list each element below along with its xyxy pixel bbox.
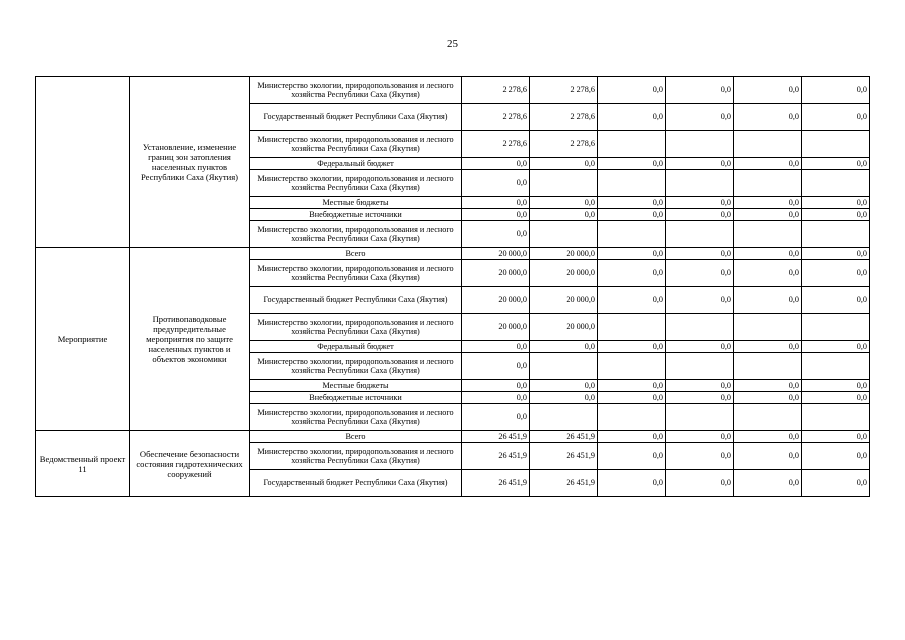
amount-cell xyxy=(598,314,666,341)
funding-source-cell: Министерство экологии, природопользования и лесного хозяйства Республики Саха (Якутия) xyxy=(250,260,462,287)
amount-cell: 20 000,0 xyxy=(462,248,530,260)
budget-table-body xyxy=(36,77,870,497)
amount-cell: 0,0 xyxy=(666,158,734,170)
funding-source-cell: Внебюджетные источники xyxy=(250,209,462,221)
amount-cell: 0,0 xyxy=(462,158,530,170)
amount-cell: 26 451,9 xyxy=(530,443,598,470)
amount-cell xyxy=(598,353,666,380)
amount-cell xyxy=(666,221,734,248)
amount-cell: 0,0 xyxy=(598,392,666,404)
amount-cell: 0,0 xyxy=(666,470,734,497)
amount-cell: 0,0 xyxy=(802,197,870,209)
amount-cell xyxy=(666,170,734,197)
amount-cell: 0,0 xyxy=(734,209,802,221)
amount-cell xyxy=(734,170,802,197)
amount-cell: 0,0 xyxy=(802,443,870,470)
amount-cell: 26 451,9 xyxy=(462,431,530,443)
funding-source-cell: Федеральный бюджет xyxy=(250,341,462,353)
amount-cell xyxy=(530,170,598,197)
amount-cell: 0,0 xyxy=(530,380,598,392)
amount-cell: 0,0 xyxy=(530,392,598,404)
amount-cell xyxy=(802,131,870,158)
amount-cell xyxy=(666,131,734,158)
amount-cell: 0,0 xyxy=(462,380,530,392)
amount-cell: 20 000,0 xyxy=(462,287,530,314)
amount-cell xyxy=(598,170,666,197)
amount-cell xyxy=(530,353,598,380)
amount-cell: 0,0 xyxy=(598,431,666,443)
amount-cell: 0,0 xyxy=(598,287,666,314)
amount-cell: 2 278,6 xyxy=(530,131,598,158)
table-row xyxy=(36,248,870,260)
amount-cell xyxy=(530,221,598,248)
amount-cell: 2 278,6 xyxy=(530,77,598,104)
activity-name-cell: Обеспечение безопасности состояния гидротехнических сооружений xyxy=(130,431,250,497)
amount-cell: 0,0 xyxy=(598,104,666,131)
amount-cell: 0,0 xyxy=(802,470,870,497)
amount-cell: 20 000,0 xyxy=(462,314,530,341)
funding-source-cell: Министерство экологии, природопользования и лесного хозяйства Республики Саха (Якутия) xyxy=(250,221,462,248)
funding-source-cell: Министерство экологии, природопользования и лесного хозяйства Республики Саха (Якутия) xyxy=(250,353,462,380)
amount-cell: 0,0 xyxy=(598,341,666,353)
table-row xyxy=(36,431,870,443)
amount-cell: 0,0 xyxy=(462,392,530,404)
amount-cell: 0,0 xyxy=(598,209,666,221)
activity-name-cell: Противопаводковые предупредительные мероприятия по защите населенных пунктов и объектов экономики xyxy=(130,248,250,431)
amount-cell: 0,0 xyxy=(462,221,530,248)
amount-cell: 0,0 xyxy=(598,77,666,104)
amount-cell xyxy=(734,221,802,248)
amount-cell: 0,0 xyxy=(802,341,870,353)
amount-cell: 0,0 xyxy=(666,341,734,353)
amount-cell: 0,0 xyxy=(734,380,802,392)
amount-cell: 0,0 xyxy=(734,197,802,209)
amount-cell xyxy=(666,353,734,380)
amount-cell: 0,0 xyxy=(734,260,802,287)
amount-cell: 0,0 xyxy=(734,287,802,314)
activity-name-cell: Установление, изменение границ зон затопления населенных пунктов Республики Саха (Якутия) xyxy=(130,77,250,248)
amount-cell: 0,0 xyxy=(666,197,734,209)
amount-cell: 0,0 xyxy=(666,443,734,470)
funding-source-cell: Государственный бюджет Республики Саха (Якутия) xyxy=(250,287,462,314)
funding-source-cell: Министерство экологии, природопользования и лесного хозяйства Республики Саха (Якутия) xyxy=(250,404,462,431)
amount-cell: 26 451,9 xyxy=(462,443,530,470)
amount-cell: 26 451,9 xyxy=(462,470,530,497)
amount-cell: 0,0 xyxy=(734,470,802,497)
activity-type-cell xyxy=(36,77,130,248)
amount-cell xyxy=(802,314,870,341)
funding-source-cell: Всего xyxy=(250,431,462,443)
amount-cell: 0,0 xyxy=(802,380,870,392)
amount-cell: 0,0 xyxy=(462,341,530,353)
amount-cell: 0,0 xyxy=(462,353,530,380)
amount-cell: 0,0 xyxy=(802,209,870,221)
funding-source-cell: Местные бюджеты xyxy=(250,197,462,209)
amount-cell: 0,0 xyxy=(734,104,802,131)
amount-cell: 0,0 xyxy=(802,431,870,443)
amount-cell xyxy=(802,353,870,380)
funding-source-cell: Государственный бюджет Республики Саха (Якутия) xyxy=(250,470,462,497)
amount-cell: 0,0 xyxy=(462,209,530,221)
amount-cell: 0,0 xyxy=(530,158,598,170)
amount-cell: 0,0 xyxy=(802,392,870,404)
amount-cell: 20 000,0 xyxy=(530,314,598,341)
amount-cell: 0,0 xyxy=(734,431,802,443)
amount-cell: 0,0 xyxy=(666,104,734,131)
amount-cell xyxy=(802,404,870,431)
amount-cell: 0,0 xyxy=(734,248,802,260)
amount-cell: 0,0 xyxy=(462,170,530,197)
amount-cell: 0,0 xyxy=(734,158,802,170)
amount-cell: 0,0 xyxy=(666,77,734,104)
amount-cell xyxy=(734,314,802,341)
amount-cell: 20 000,0 xyxy=(530,287,598,314)
amount-cell: 0,0 xyxy=(734,77,802,104)
amount-cell: 0,0 xyxy=(530,341,598,353)
amount-cell: 0,0 xyxy=(666,248,734,260)
amount-cell: 20 000,0 xyxy=(530,260,598,287)
amount-cell: 26 451,9 xyxy=(530,431,598,443)
activity-type-cell: Мероприятие xyxy=(36,248,130,431)
funding-source-cell: Всего xyxy=(250,248,462,260)
funding-source-cell: Федеральный бюджет xyxy=(250,158,462,170)
amount-cell xyxy=(734,131,802,158)
amount-cell: 0,0 xyxy=(598,248,666,260)
funding-source-cell: Внебюджетные источники xyxy=(250,392,462,404)
amount-cell xyxy=(530,404,598,431)
funding-source-cell: Министерство экологии, природопользования и лесного хозяйства Республики Саха (Якутия) xyxy=(250,314,462,341)
amount-cell: 0,0 xyxy=(530,197,598,209)
amount-cell xyxy=(734,404,802,431)
amount-cell: 26 451,9 xyxy=(530,470,598,497)
amount-cell: 0,0 xyxy=(666,392,734,404)
amount-cell: 0,0 xyxy=(734,392,802,404)
amount-cell: 0,0 xyxy=(734,443,802,470)
amount-cell: 0,0 xyxy=(666,431,734,443)
amount-cell xyxy=(734,353,802,380)
amount-cell xyxy=(666,314,734,341)
amount-cell: 0,0 xyxy=(802,77,870,104)
activity-type-cell: Ведомственный проект 11 xyxy=(36,431,130,497)
table-row xyxy=(36,77,870,104)
amount-cell: 0,0 xyxy=(802,104,870,131)
amount-cell: 0,0 xyxy=(462,197,530,209)
amount-cell: 0,0 xyxy=(598,443,666,470)
amount-cell: 2 278,6 xyxy=(462,77,530,104)
amount-cell: 0,0 xyxy=(530,209,598,221)
amount-cell xyxy=(598,404,666,431)
amount-cell xyxy=(598,131,666,158)
page-number: 25 xyxy=(447,38,458,50)
amount-cell: 0,0 xyxy=(666,209,734,221)
amount-cell: 0,0 xyxy=(598,470,666,497)
funding-source-cell: Министерство экологии, природопользования и лесного хозяйства Республики Саха (Якутия) xyxy=(250,131,462,158)
amount-cell: 2 278,6 xyxy=(462,104,530,131)
amount-cell: 20 000,0 xyxy=(462,260,530,287)
amount-cell xyxy=(598,221,666,248)
amount-cell xyxy=(802,221,870,248)
funding-source-cell: Местные бюджеты xyxy=(250,380,462,392)
amount-cell: 0,0 xyxy=(598,380,666,392)
amount-cell: 0,0 xyxy=(802,287,870,314)
amount-cell: 2 278,6 xyxy=(530,104,598,131)
amount-cell: 20 000,0 xyxy=(530,248,598,260)
funding-source-cell: Государственный бюджет Республики Саха (Якутия) xyxy=(250,104,462,131)
amount-cell: 2 278,6 xyxy=(462,131,530,158)
amount-cell: 0,0 xyxy=(598,197,666,209)
budget-table xyxy=(35,76,870,497)
amount-cell: 0,0 xyxy=(666,380,734,392)
amount-cell: 0,0 xyxy=(802,260,870,287)
funding-source-cell: Министерство экологии, природопользования и лесного хозяйства Республики Саха (Якутия) xyxy=(250,170,462,197)
amount-cell: 0,0 xyxy=(598,260,666,287)
amount-cell: 0,0 xyxy=(666,287,734,314)
funding-source-cell: Министерство экологии, природопользования и лесного хозяйства Республики Саха (Якутия) xyxy=(250,77,462,104)
amount-cell: 0,0 xyxy=(666,260,734,287)
amount-cell xyxy=(802,170,870,197)
amount-cell xyxy=(666,404,734,431)
amount-cell: 0,0 xyxy=(598,158,666,170)
amount-cell: 0,0 xyxy=(462,404,530,431)
funding-source-cell: Министерство экологии, природопользования и лесного хозяйства Республики Саха (Якутия) xyxy=(250,443,462,470)
amount-cell: 0,0 xyxy=(734,341,802,353)
amount-cell: 0,0 xyxy=(802,158,870,170)
amount-cell: 0,0 xyxy=(802,248,870,260)
